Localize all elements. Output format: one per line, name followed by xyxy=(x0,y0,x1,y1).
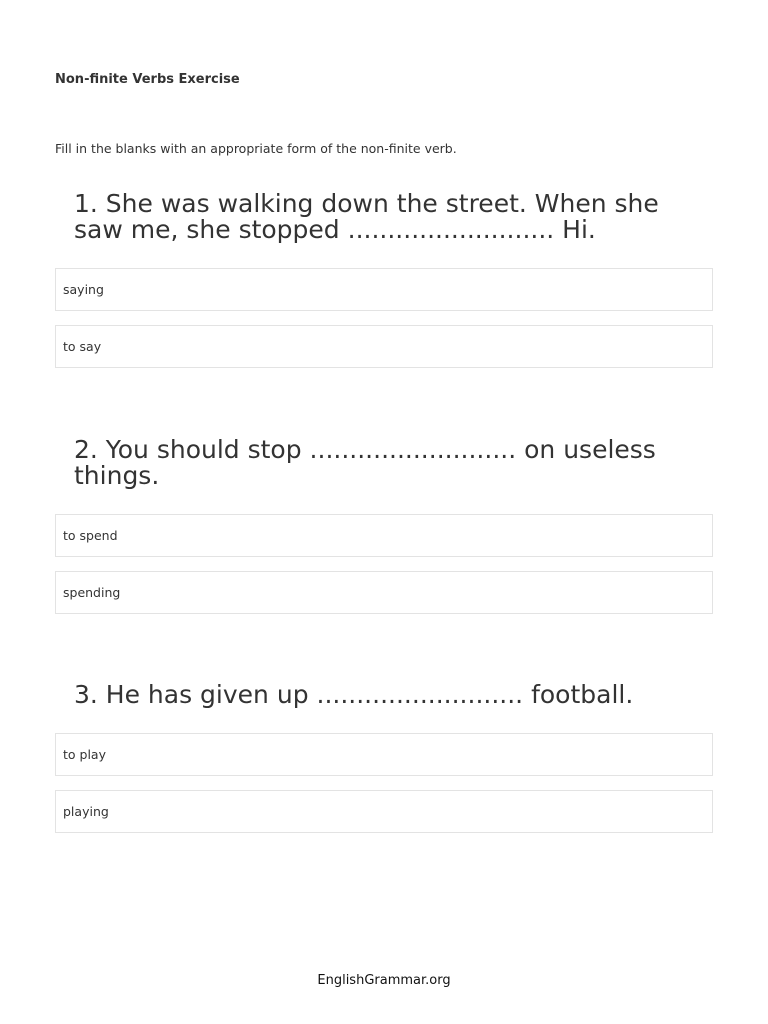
answer-option[interactable]: to say xyxy=(55,325,713,368)
answer-option[interactable]: spending xyxy=(55,571,713,614)
page-title: Non-finite Verbs Exercise xyxy=(55,72,240,87)
instructions: Fill in the blanks with an appropriate form of the non-finite verb. xyxy=(55,141,457,156)
answer-option[interactable]: to spend xyxy=(55,514,713,557)
question-2 xyxy=(55,437,713,614)
footer-site-name: EnglishGrammar.org xyxy=(317,973,451,988)
answer-option[interactable]: saying xyxy=(55,268,713,311)
question-1 xyxy=(55,191,713,368)
question-3 xyxy=(55,682,713,833)
answer-option[interactable]: playing xyxy=(55,790,713,833)
question-text: 1. She was walking down the street. When she saw me, she stopped .......................... Hi. xyxy=(74,189,659,244)
answer-option[interactable]: to play xyxy=(55,733,713,776)
question-text: 3. He has given up .......................... football. xyxy=(74,680,634,709)
question-text: 2. You should stop .......................... on useless things. xyxy=(74,435,656,490)
